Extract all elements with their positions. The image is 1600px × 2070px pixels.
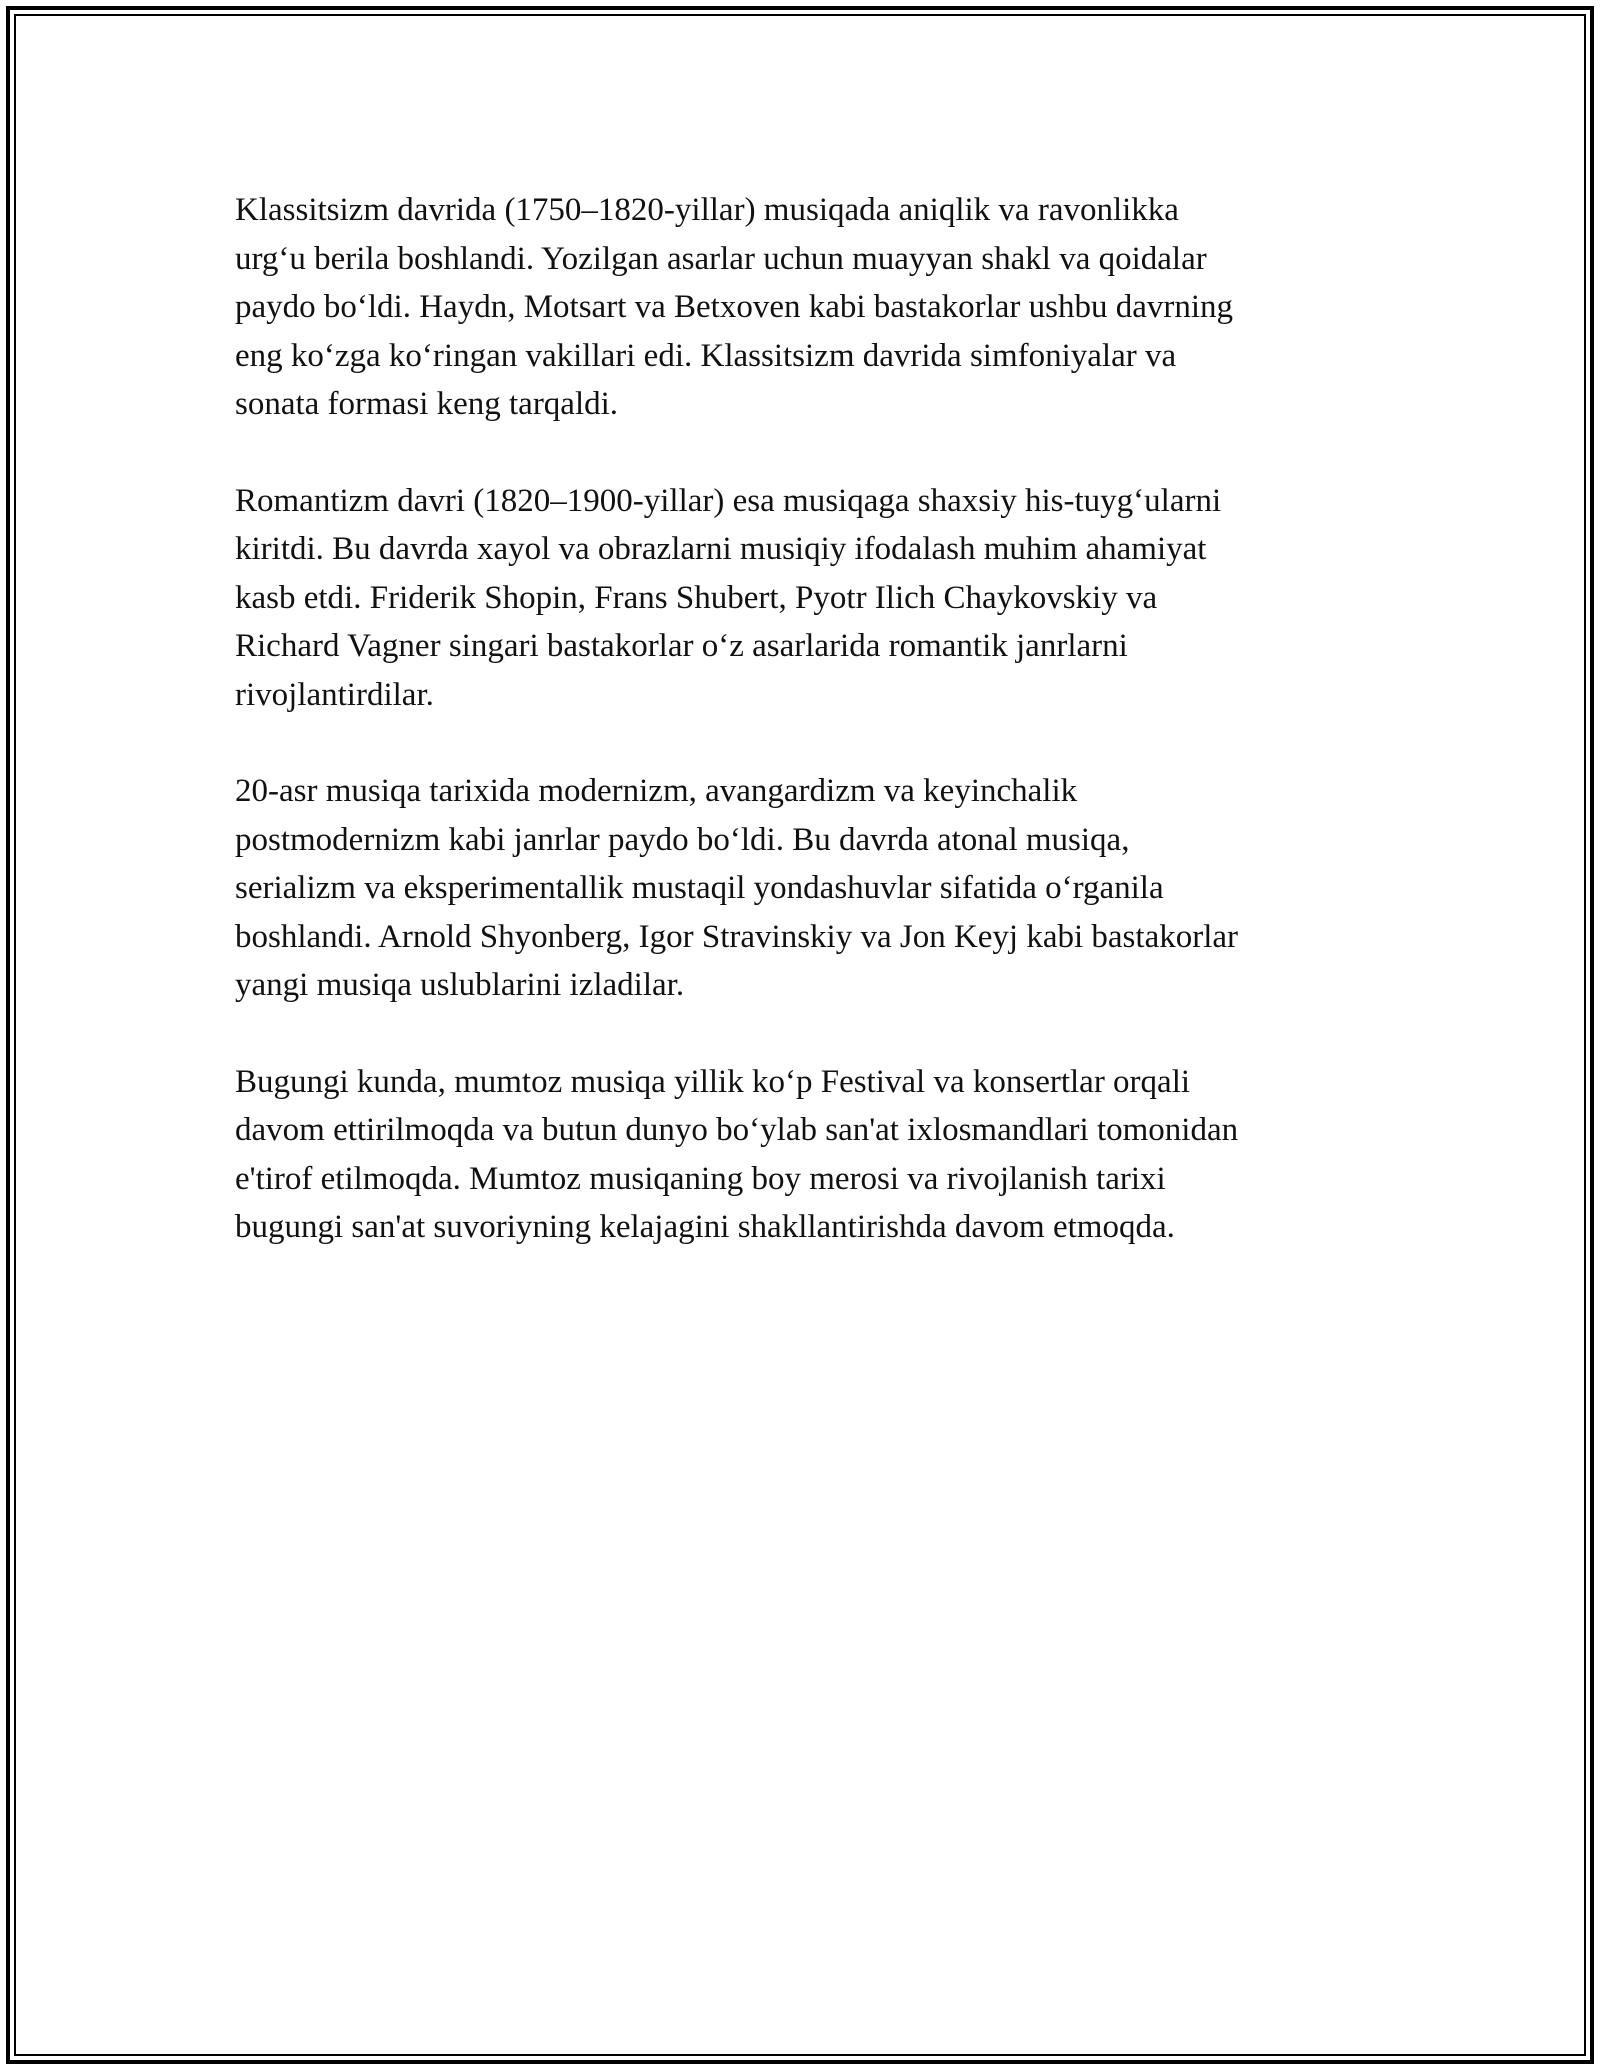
paragraph-today: Bugungi kunda, mumtoz musiqa yillik koʻp Festival va konsertlar orqali davom ettirilmoqda va butun dunyo boʻylab san'at ixlosmandlari tomonidan e'tirof etilmoqda. Mumtoz musiqaning boy merosi va rivojlanish tarixi bugungi san'at suvoriyning kelajagini shakllantirishda davom etmoqda. — [235, 1063, 1239, 1245]
paragraph-classicism: Klassitsizm davrida (1750–1820-yillar) musiqada aniqlik va ravonlikka urgʻu berila boshlandi. Yozilgan asarlar uchun muayyan shakl va qoidalar paydo boʻldi. Haydn, Motsart va Betxoven kabi bastakorlar ushbu davrning eng koʻzga koʻringan vakillari edi. Klassitsizm davrida simfoniyalar va sonata formasi keng tarqaldi. — [235, 192, 1234, 422]
paragraph-romanticism: Romantizm davri (1820–1900-yillar) esa musiqaga shaxsiy his-tuygʻularni kiritdi. Bu davrda xayol va obrazlarni musiqiy ifodalash muhim ahamiyat kasb etdi. Friderik Shopin, Frans Shubert, Pyotr Ilich Chaykovskiy va Richard Vagner singari bastakorlar oʻz asarlarida romantik janrlarni rivojlantirdilar. — [235, 482, 1222, 713]
paragraph-20th-century: 20-asr musiqa tarixida modernizm, avangardizm va keyinchalik postmodernizm kabi janrlar paydo boʻldi. Bu davrda atonal musiqa, serializm va eksperimentallik mustaqil yondashuvlar sifatida oʻrganila boshlandi. Arnold Shyonberg, Igor Stravinskiy va Jon Keyj kabi bastakorlar yangi musiqa uslublarini izladilar. — [235, 773, 1239, 1003]
document-body — [235, 186, 1365, 1300]
